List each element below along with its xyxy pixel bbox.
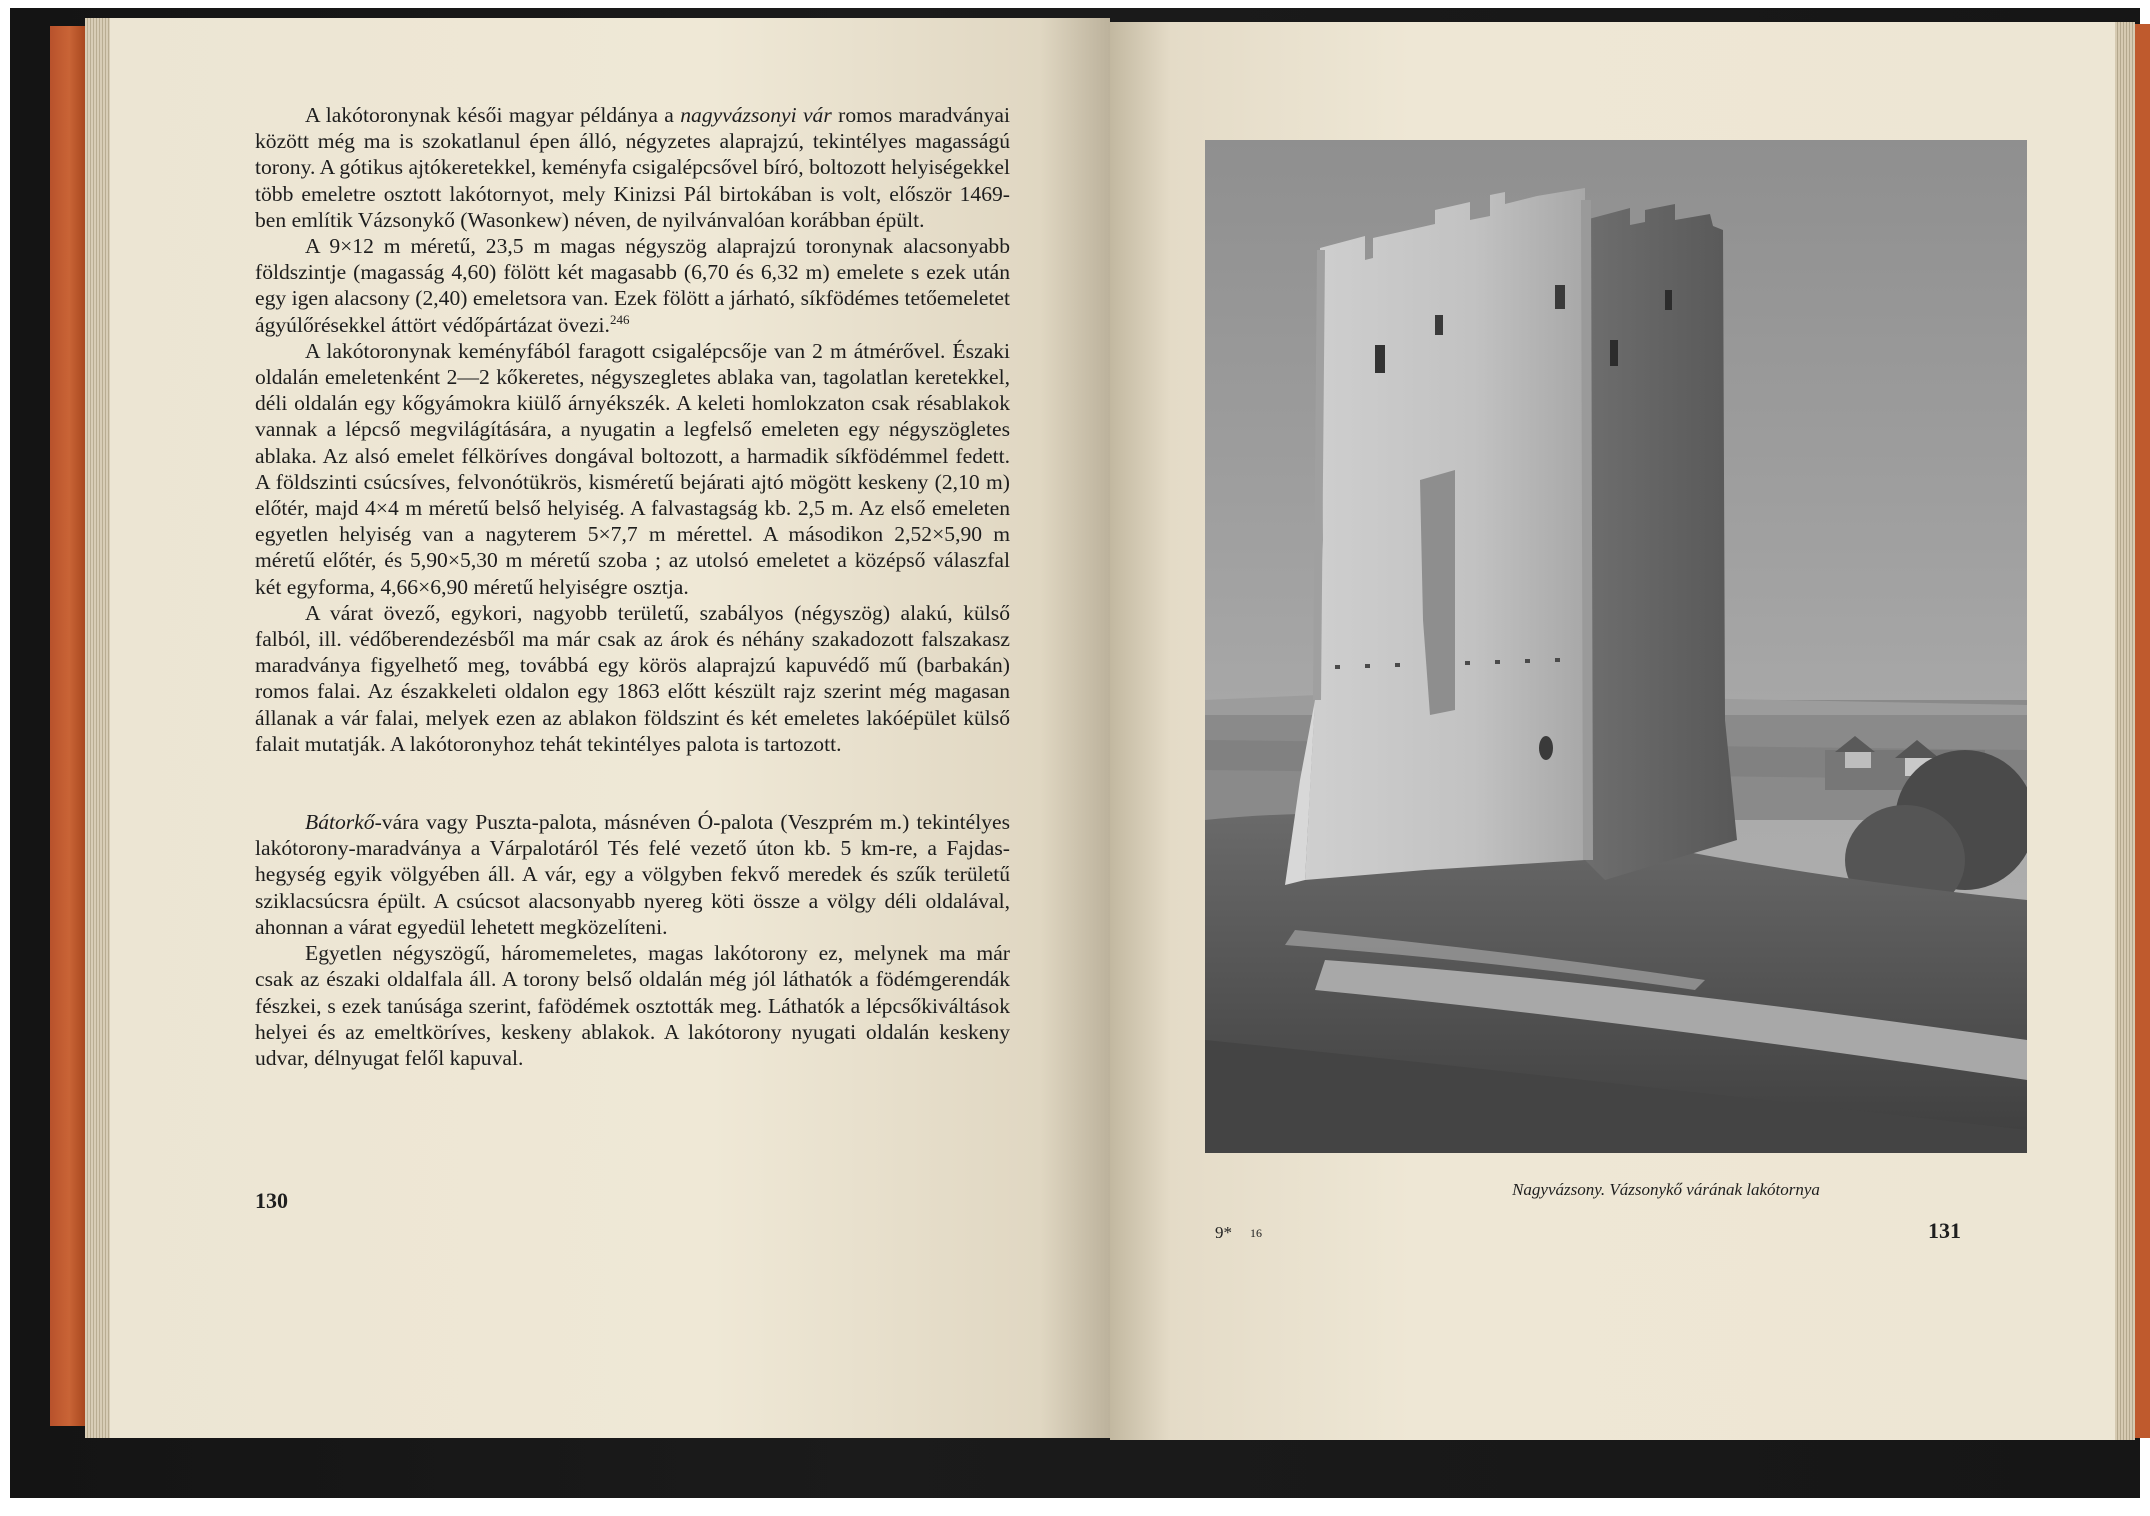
page-number-left: 130 [255,1188,288,1213]
page-edges-right [2115,22,2135,1440]
book-cover-left [50,26,85,1426]
italic-term: nagyvázsonyi vár [680,103,832,127]
page-edges-left [85,18,110,1438]
italic-term: Bátorkő [305,810,375,835]
tower-photo [1205,140,2027,1153]
paragraph-6 [255,940,1010,1071]
signature-number: 16 [1250,1226,1262,1240]
text-run: A lakótoronynak keményfából faragott csigalépcsője van 2 m átmérővel. Északi oldalán emeletenként 2—2 kőkeretes, négyszegletes ablaka van, tagolatlan keretekkel, déli oldalán egy kőgyámokra kiülő árnyékszék. A keleti homlokzaton csak résablakok vannak a lépcső megvilágítására, a nyugatin a legfelső emeleten egy négyszögletes ablaka. Az alsó emelet félköríves dongával boltozott, a harmadik síkfödémmel fedett. A földszinti csúcsíves, felvonótükrös, kisméretű bejárati ajtó mögött keskeny (2,10 m) előtér, majd 4×4 m méretű belső helyiség. A falvastagság kb. 2,5 m. Az első emeleten egyetlen helyiség van a nagyterem 5×7,7 m mérettel. A másodikon 2,52×5,90 m méretű előtér, és 5,90×5,30 m méretű szoba ; az utolsó emeletet a középső válaszfal két egyforma, 4,66×6,90 méretű helyiségre osztja. [255,338,1010,599]
paragraph-2 [255,233,1010,338]
paragraph-3 [255,338,1010,600]
left-page-text [255,102,1010,1071]
paragraph-5 [255,809,1010,940]
signature-mark: 9* [1215,1223,1232,1242]
text-run: Egyetlen négyszögű, háromemeletes, magas lakótorony ez, melynek ma már csak az északi oldalfala áll. A torony belső oldalán még jól láthatók a födémgerendák fészkei, s ezek tanúsága szerint, fafödémek osztották meg. Láthatók a lépcsőkiváltások helyei és az emeltköríves, keskeny ablakok. A lakótorony nyugati oldalán keskeny udvar, délnyugat felől kapuval. [255,941,1010,1070]
book-cover-right [2135,24,2150,1438]
page-number-right: 131 [1928,1218,1961,1243]
text-run: A 9×12 m méretű, 23,5 m magas négyszög alaprajzú toronynak alacsonyabb földszintje (magasság 4,60) fölött két magasabb (6,70 és 6,32 m) emelete s ezek után egy igen alacsony (2,40) emeletsora van. Ezek fölött a járható, síkfödémes tetőemeletet ágyúlőrésekkel áttört védőpártázat övezi. [255,234,1010,337]
text-run: romos maradványai között még ma is szokatlanul épen álló, négyzetes alaprajzú, tekintélyes magasságú torony. A gótikus ajtókeretekkel, keményfa csigalépcsővel bíró, boltozott helyiségekkel több emeletre osztott lakótornyot, mely Kinizsi Pál birtokában is volt, először 1469-ben említik Vázsonykő (Wasonkew) néven, de nyilvánvalóan korábban épült. [255,103,1010,232]
paragraph-4 [255,600,1010,757]
text-run: A várat övező, egykori, nagyobb területű, szabályos (négyszög) alakú, külső falból, ill. védőberendezésből ma már csak az árok és néhány szakadozott falszakasz maradványa figyelhető meg, továbbá egy körös alaprajzú kapuvédő mű (barbakán) romos falai. Az északkeleti oldalon egy 1863 előtt készült rajz szerint még magasan állanak a vár falai, melyek ezen az ablakon földszint és két emeletes lakóépület külső falait mutatják. A lakótoronyhoz tehát tekintélyes palota is tartozott. [255,600,1010,756]
paragraph-1 [255,102,1010,233]
footnote-ref: 246 [609,311,630,327]
text-run: A lakótoronynak késői magyar példánya a [305,103,681,127]
photo-caption: Nagyvázsony. Vázsonykő várának lakótornya [1512,1180,1820,1199]
text-run: -vára vagy Puszta-palota, másnéven Ó-palota (Veszprém m.) tekintélyes lakótorony-maradványa a Várpalotáról Tés felé vezető úton kb. 5 km-re, a Fajdas-hegység egyik völgyében áll. A vár, egy a völgyben fekvő meredek és szűk területű sziklacsúcsra épült. A csúcsot alacsonyabb nyereg köti össze a völgy déli oldalával, ahonnan a várat egyedül lehetett megközelíteni. [255,810,1010,939]
